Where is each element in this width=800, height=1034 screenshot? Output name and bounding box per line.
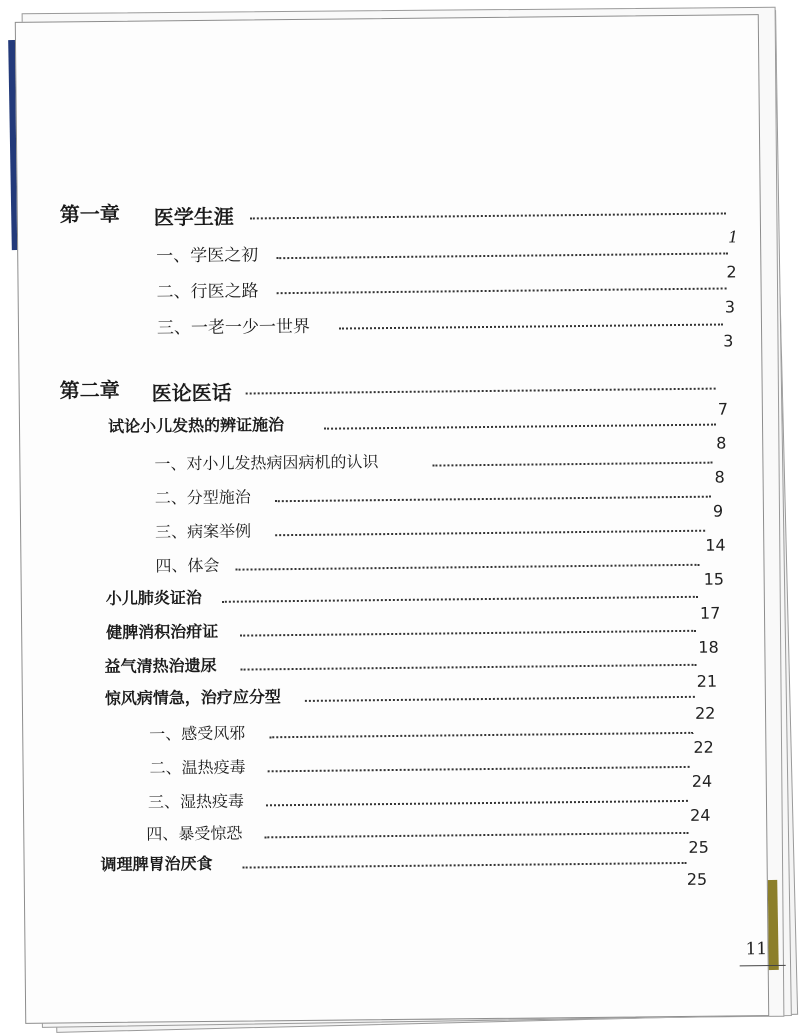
dot-leader	[236, 564, 700, 571]
toc-entry: 三、一老一少一世界	[156, 316, 311, 339]
toc-entry: 益气清热治遗尿	[104, 655, 217, 677]
dot-leader	[276, 252, 728, 259]
toc-page	[15, 14, 769, 1024]
page-number: 22	[693, 737, 714, 757]
toc-entry: 惊风病情急，治疗应分型	[104, 687, 281, 709]
page-number: 3	[724, 297, 736, 317]
dot-leader	[222, 596, 698, 603]
toc-entry: 一、学医之初	[156, 245, 259, 267]
toc-entry: 四、体会	[155, 555, 220, 576]
page-number: 24	[690, 805, 711, 825]
dot-leader	[275, 530, 705, 537]
page-number: 9	[712, 501, 724, 521]
toc-entry: 二、行医之路	[156, 281, 259, 303]
page-folio: 11	[745, 939, 768, 960]
toc-entry: 三、湿热疫毒	[147, 791, 245, 812]
toc-entry: 试论小儿发热的辨证施治	[107, 415, 285, 436]
page-number: 25	[688, 837, 709, 857]
page-number: 8	[714, 467, 725, 487]
page-number: 24	[691, 771, 713, 791]
dot-leader	[240, 630, 696, 637]
dot-leader	[266, 800, 688, 806]
page-number: 18	[698, 637, 719, 657]
dot-leader	[269, 732, 693, 738]
page-number: 7	[717, 399, 729, 419]
page-number: 2	[726, 262, 737, 282]
page-number: 14	[705, 535, 726, 555]
page-number: 22	[694, 703, 716, 723]
dot-leader	[268, 766, 690, 772]
page-number: 8	[716, 433, 727, 453]
chapter-title: 医论医话	[151, 380, 232, 406]
toc-entry: 二、分型施治	[154, 487, 251, 508]
toc-entry: 二、温热疫毒	[149, 757, 246, 778]
page-number: 25	[686, 869, 708, 889]
dot-leader	[324, 424, 716, 430]
dot-leader	[246, 388, 716, 395]
dot-leader	[277, 287, 727, 294]
dot-leader	[339, 324, 723, 330]
toc-entry: 四、暴受惊恐	[146, 823, 243, 844]
dot-leader	[305, 696, 695, 702]
dot-leader	[264, 832, 688, 838]
page-number: 3	[723, 331, 734, 351]
dot-leader	[432, 462, 712, 467]
page-number: 15	[703, 569, 725, 589]
toc-entry: 调理脾胃治厌食	[100, 853, 213, 875]
page-number: 21	[696, 671, 718, 691]
page-number: 1	[727, 227, 739, 247]
toc-entry: 一、对小儿发热病因病机的认识	[154, 452, 379, 474]
toc-entry: 一、感受风邪	[149, 723, 246, 744]
dot-leader	[275, 496, 711, 503]
toc-entry: 三、病案举例	[155, 521, 252, 542]
toc-entry: 小儿肺炎证治	[105, 587, 202, 609]
toc-entry: 健脾消积治疳证	[106, 621, 219, 642]
chapter-label: 第二章	[59, 377, 120, 403]
page-number: 17	[699, 603, 721, 623]
dot-leader	[250, 212, 726, 219]
dot-leader	[241, 664, 697, 671]
dot-leader	[243, 862, 687, 869]
chapter-title: 医学生涯	[153, 204, 234, 230]
chapter-label: 第一章	[59, 201, 120, 227]
